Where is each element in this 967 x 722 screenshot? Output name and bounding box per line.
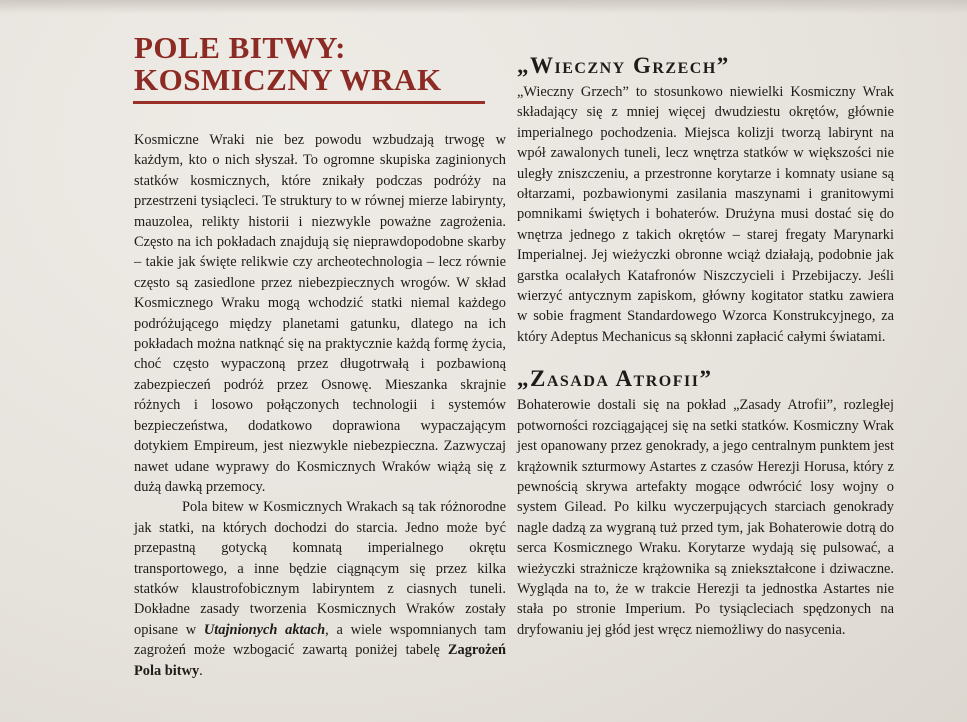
section-heading-wieczny-grzech: „Wieczny Grzech” — [517, 53, 730, 78]
battlefield-hazards-reference: Zagrożeń Pola bitwy — [134, 642, 506, 679]
zasada-atrofii-text: Bohaterowie dostali się na pokład „Zasady Atrofii”, rozległej potworności rozciągającej się na setki statków. Kosmiczny Wrak jest opanowany przez genokrady, a jego centralnym punktem jest krążownik szturmowy Astartes z czasów Herezji Horusa, który z pewnością skrywa artefakty mogące odwrócić losy wojny o system Gilead. Po kilku wyczerpujących starciach genokrady nagle dadzą za wygraną tuż przed tym, jak Bohaterowie dotrą do serca Kosmicznego Wraku. Korytarze wydają się pulsować, a wieżyczki strażnicze krążownika są zniekształcone i dziwaczne. Wygląda na to, że w trakcie Herezji ta jednostka Astartes nie stała po stronie Imperium. Po tysiącleciach spędzonych na dryfowaniu jej głód jest wręcz niemożliwy do nasycenia. — [517, 397, 894, 638]
battlefield-text-b: , a wiele wspomnianych tam zagrożeń może wzbogacić zawartą poniżej tabelę — [134, 621, 507, 659]
page-title-line-1: POLE BITWY: — [134, 30, 346, 65]
title-underline — [133, 101, 485, 104]
battlefield-paragraph — [134, 497, 506, 681]
wieczny-grzech-text: „Wieczny Grzech” to stosunkowo niewielki Kosmiczny Wrak składający się z mniej więcej dwudziestu okrętów, głównie imperialnego pochodzenia. Miejsca kolizji tworzą labirynt na wpół zawalonych tuneli, lecz wnętrza statków w większości nie uległy zniszczeniu, a przestronne korytarze i komnaty usiane są ołtarzami, pozbawionymi zasilania maszynami i granitowymi pomnikami świętych i bohaterów. Drużyna musi dostać się do wnętrza jednego z takich okrętów – starej fregaty Marynarki Imperialnej. Jej wieżyczki obronne wciąż działają, podobnie jak garstka ocalałych Katafronów Niszczycieli i Przebijaczy. Jeśli wierzyć antycznym zapiskom, główny kogitator statku zawiera w sobie fragment Standardowego Wzorca Konstrukcyjnego, za który Adeptus Mechanicus są skłonni zapłacić całymi światami. — [517, 84, 894, 345]
left-body-text — [134, 130, 506, 681]
left-column — [134, 32, 506, 681]
section-heading-zasada-atrofii: „Zasada Atrofii” — [517, 366, 713, 392]
intro-paragraph: Kosmiczne Wraki nie bez powodu wzbudzają trwogę w każdym, kto o nich słyszał. To ogromne skupiska zaginionych statków kosmicznych, które znikały podczas podróży na przestrzeni tysiącleci. Te struktury to w równej mierze labirynty, mauzolea, relikty historii i niezwykle poważne zagrożenia. Często na ich pokładach znajdują się nieprawdopodobne skarby – takie jak święte relikwie czy archeotechnologia – lecz równie często są zasiedlone przez niebezpiecznych wrogów. W skład Kosmicznego Wraku mogą wchodzić statki niemal każdego podróżującego między planetami gatunku, dlatego na ich pokładach można natknąć się na praktycznie każdą formę życia, choć często wypaczoną przez długotrwałą i pozbawioną zabezpieczeń podróż przez Osnowę. Mieszanka skrajnie różnych i losowo połączonych technologii i systemów bezpieczeństwa, dodatkowo doprawiona wypaczającym dotykiem Empireum, jest niezwykle niebezpieczna. Zazwyczaj nawet udane wyprawy do Kosmicznych Wraków wiążą się z dużą dawką przemocy. — [134, 132, 506, 495]
page-title — [134, 32, 506, 96]
battlefield-text-c: . — [199, 662, 203, 679]
right-column — [517, 52, 894, 640]
classified-files-reference: Utajnionych aktach — [203, 621, 326, 638]
page-top-shadow — [0, 0, 967, 14]
battlefield-text-a: Pola bitew w Kosmicznych Wrakach są tak różnorodne jak statki, na których dochodzi do starcia. Jedno może być przepastną gotycką komnatą imperialnego okrętu transportowego, a inne będzie ciągnącym się przez kilka statków klaustrofobicznym labiryntem z ciasnych tuneli. Dokładne zasady tworzenia Kosmicznych Wraków zostały opisane w — [134, 499, 506, 638]
page-title-line-2: KOSMICZNY WRAK — [134, 62, 442, 97]
